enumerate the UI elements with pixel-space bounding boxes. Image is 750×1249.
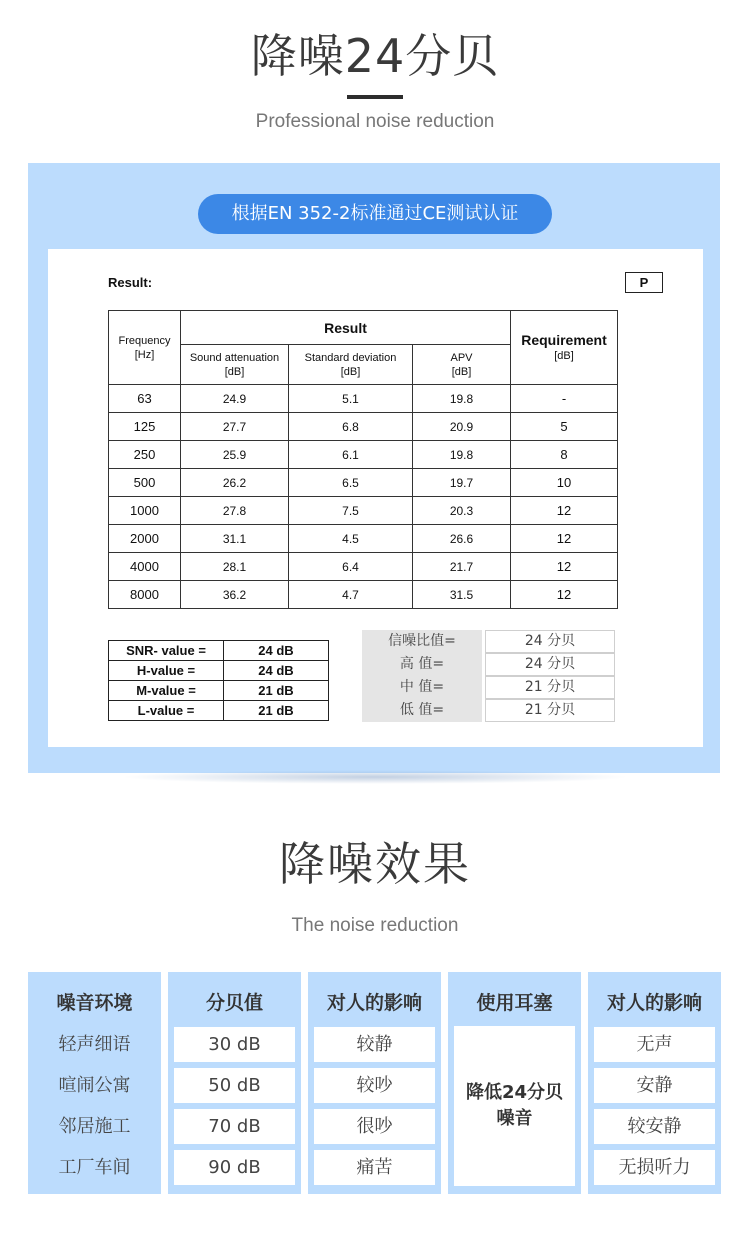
apv-cell: 19.8	[413, 441, 511, 469]
apv-header	[413, 345, 511, 385]
freq-cell: 63	[109, 385, 181, 413]
value-val: 24 分贝	[485, 630, 615, 653]
value-key: M-value =	[109, 681, 224, 701]
effect-cell: 无损听力	[594, 1150, 715, 1185]
value-row	[109, 641, 329, 661]
frequency-header-label: Frequency	[118, 334, 171, 347]
requirement-cell: 12	[511, 553, 618, 581]
deviation-cell: 6.4	[289, 553, 413, 581]
value-key: SNR- value =	[109, 641, 224, 661]
certification-badge: 根据EN 352-2标准通过CE测试认证	[198, 194, 552, 234]
freq-cell: 1000	[109, 497, 181, 525]
decibel-cell: 50 dB	[174, 1068, 295, 1103]
section-subtitle: Professional noise reduction	[255, 111, 495, 132]
value-val: 24 分贝	[485, 653, 615, 676]
result-header: Result	[181, 311, 511, 345]
table-row	[109, 441, 618, 469]
requirement-cell: 8	[511, 441, 618, 469]
column-environment	[28, 972, 161, 1194]
pass-mark: P	[625, 272, 663, 293]
section-subtitle: The noise reduction	[291, 915, 459, 936]
environment-item: 工厂车间	[58, 1157, 131, 1178]
section-title-noise-effect: 降噪效果	[279, 837, 471, 891]
values-table-en	[108, 640, 329, 721]
frequency-header-unit: [Hz]	[134, 348, 155, 361]
effect-cell: 很吵	[314, 1109, 435, 1144]
attenuation-cell: 27.8	[181, 497, 289, 525]
result-label: Result:	[108, 275, 153, 290]
attenuation-cell: 31.1	[181, 525, 289, 553]
environment-item: 轻声细语	[58, 1034, 131, 1055]
table-row	[109, 497, 618, 525]
value-row	[362, 630, 618, 653]
requirement-header	[511, 311, 618, 385]
environment-item: 邻居施工	[58, 1116, 131, 1137]
value-val: 21 分贝	[485, 699, 615, 722]
apv-cell: 19.8	[413, 385, 511, 413]
apv-cell: 21.7	[413, 553, 511, 581]
attenuation-header-label: Sound attenuation	[189, 351, 280, 364]
attenuation-cell: 36.2	[181, 581, 289, 609]
value-val: 21 dB	[224, 701, 329, 721]
attenuation-cell: 28.1	[181, 553, 289, 581]
value-row	[362, 653, 618, 676]
value-key: L-value =	[109, 701, 224, 721]
deviation-cell: 4.7	[289, 581, 413, 609]
apv-cell: 26.6	[413, 525, 511, 553]
title-underline	[347, 95, 403, 99]
table-row	[109, 581, 618, 609]
decibel-cell: 30 dB	[174, 1027, 295, 1062]
attenuation-cell: 25.9	[181, 441, 289, 469]
table-row	[109, 553, 618, 581]
attenuation-header-unit: [dB]	[224, 365, 245, 378]
deviation-cell: 7.5	[289, 497, 413, 525]
value-key: 信噪比值=	[362, 630, 482, 653]
apv-cell: 20.9	[413, 413, 511, 441]
requirement-cell: 12	[511, 581, 618, 609]
apv-cell: 20.3	[413, 497, 511, 525]
value-row	[362, 676, 618, 699]
table-row	[109, 469, 618, 497]
value-key: 低 值=	[362, 699, 482, 722]
column-header: 使用耳塞	[476, 992, 553, 1014]
column-effect	[308, 972, 441, 1194]
value-row	[362, 699, 618, 722]
attenuation-cell: 24.9	[181, 385, 289, 413]
column-effect-with-earplug	[588, 972, 721, 1194]
apv-cell: 19.7	[413, 469, 511, 497]
column-header: 分贝值	[205, 992, 263, 1014]
value-key: H-value =	[109, 661, 224, 681]
value-key: 高 值=	[362, 653, 482, 676]
effect-cell: 较吵	[314, 1068, 435, 1103]
column-header: 噪音环境	[56, 992, 133, 1014]
value-val: 21 dB	[224, 681, 329, 701]
freq-cell: 2000	[109, 525, 181, 553]
deviation-cell: 5.1	[289, 385, 413, 413]
panel-shadow	[120, 770, 630, 784]
freq-cell: 8000	[109, 581, 181, 609]
deviation-cell: 4.5	[289, 525, 413, 553]
requirement-cell: 12	[511, 497, 618, 525]
freq-cell: 125	[109, 413, 181, 441]
deviation-header-label: Standard deviation	[304, 351, 397, 364]
table-row	[109, 413, 618, 441]
freq-cell: 250	[109, 441, 181, 469]
effect-cell: 较安静	[594, 1109, 715, 1144]
deviation-cell: 6.1	[289, 441, 413, 469]
column-header: 对人的影响	[326, 992, 422, 1014]
column-decibel	[168, 972, 301, 1194]
value-row	[109, 661, 329, 681]
effect-cell: 无声	[594, 1027, 715, 1062]
freq-cell: 500	[109, 469, 181, 497]
value-row	[109, 701, 329, 721]
section-title-noise-reduction: 降噪24分贝	[250, 29, 500, 83]
apv-header-unit: [dB]	[451, 365, 472, 378]
apv-header-label: APV	[450, 351, 473, 364]
deviation-cell: 6.8	[289, 413, 413, 441]
requirement-header-unit: [dB]	[554, 350, 574, 362]
column-header: 对人的影响	[606, 992, 702, 1014]
requirement-cell: 5	[511, 413, 618, 441]
attenuation-header	[181, 345, 289, 385]
value-key: 中 值=	[362, 676, 482, 699]
earplug-effect-line2: 噪音	[496, 1108, 533, 1129]
effect-cell: 较静	[314, 1027, 435, 1062]
value-val: 21 分贝	[485, 676, 615, 699]
table-row	[109, 525, 618, 553]
environment-item: 喧闹公寓	[58, 1075, 131, 1096]
earplug-effect-cell	[454, 1026, 575, 1186]
effect-cell: 安静	[594, 1068, 715, 1103]
value-val: 24 dB	[224, 661, 329, 681]
value-row	[109, 681, 329, 701]
value-val: 24 dB	[224, 641, 329, 661]
requirement-cell: -	[511, 385, 618, 413]
deviation-header-unit: [dB]	[340, 365, 361, 378]
column-earplug	[448, 972, 581, 1194]
frequency-header	[109, 311, 181, 385]
effect-cell: 痛苦	[314, 1150, 435, 1185]
decibel-cell: 90 dB	[174, 1150, 295, 1185]
deviation-header	[289, 345, 413, 385]
decibel-cell: 70 dB	[174, 1109, 295, 1144]
requirement-cell: 10	[511, 469, 618, 497]
values-table-cn	[362, 630, 618, 722]
requirement-cell: 12	[511, 525, 618, 553]
apv-cell: 31.5	[413, 581, 511, 609]
deviation-cell: 6.5	[289, 469, 413, 497]
attenuation-table	[108, 310, 618, 609]
attenuation-cell: 27.7	[181, 413, 289, 441]
requirement-header-label: Requirement	[521, 332, 607, 348]
earplug-effect-line1: 降低24分贝	[465, 1082, 564, 1103]
table-row	[109, 385, 618, 413]
freq-cell: 4000	[109, 553, 181, 581]
attenuation-cell: 26.2	[181, 469, 289, 497]
